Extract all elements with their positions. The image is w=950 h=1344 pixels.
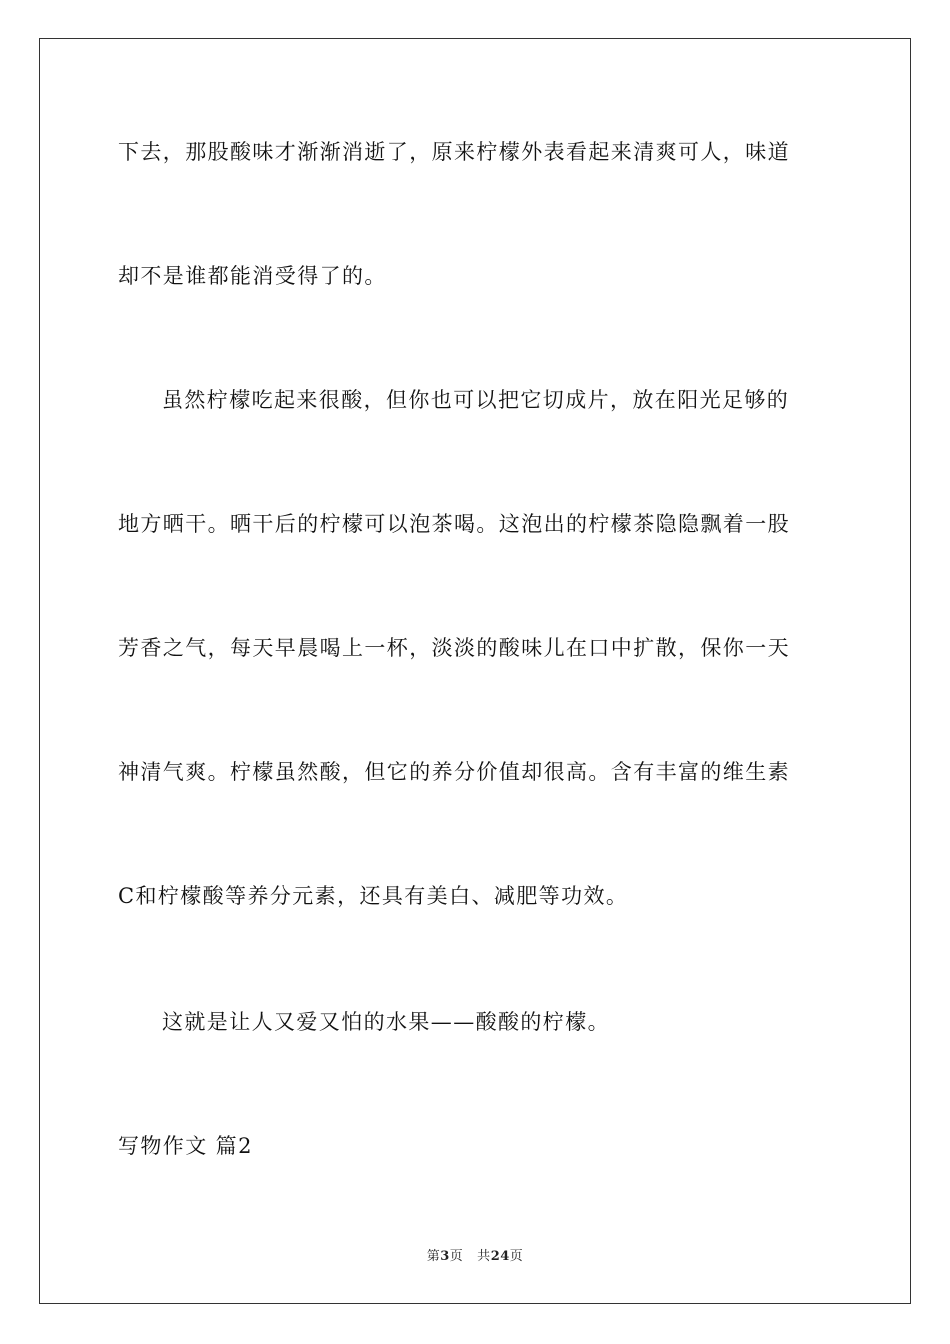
page-prefix: 第 — [426, 1249, 441, 1264]
text-line: 神清气爽。柠檬虽然酸，但它的养分价值却很高。含有丰富的维生素 — [118, 760, 790, 784]
text-line: C和柠檬酸等养分元素，还具有美白、减肥等功效。 — [118, 884, 629, 908]
paragraph-start-line: 虽然柠檬吃起来很酸，但你也可以把它切成片，放在阳光足够的 — [162, 388, 790, 412]
paragraph-start-line: 这就是让人又爱又怕的水果——酸酸的柠檬。 — [162, 1010, 610, 1034]
total-suffix: 页 — [509, 1249, 524, 1264]
text-line: 却不是谁都能消受得了的。 — [118, 264, 387, 288]
page-suffix: 页 — [449, 1249, 464, 1264]
text-line: 下去，那股酸味才渐渐消逝了，原来柠檬外表看起来清爽可人，味道 — [118, 140, 790, 164]
page-number: 3 — [440, 1249, 450, 1264]
total-prefix: 共 — [477, 1249, 491, 1264]
text-line: 地方晒干。晒干后的柠檬可以泡茶喝。这泡出的柠檬茶隐隐飘着一股 — [118, 512, 790, 536]
page-border — [39, 38, 911, 1304]
section-heading: 写物作文 篇2 — [118, 1134, 253, 1158]
text-line: 芳香之气，每天早晨喝上一杯，淡淡的酸味儿在口中扩散，保你一天 — [118, 636, 790, 660]
total-pages: 24 — [490, 1249, 510, 1264]
page-footer — [0, 1248, 950, 1266]
